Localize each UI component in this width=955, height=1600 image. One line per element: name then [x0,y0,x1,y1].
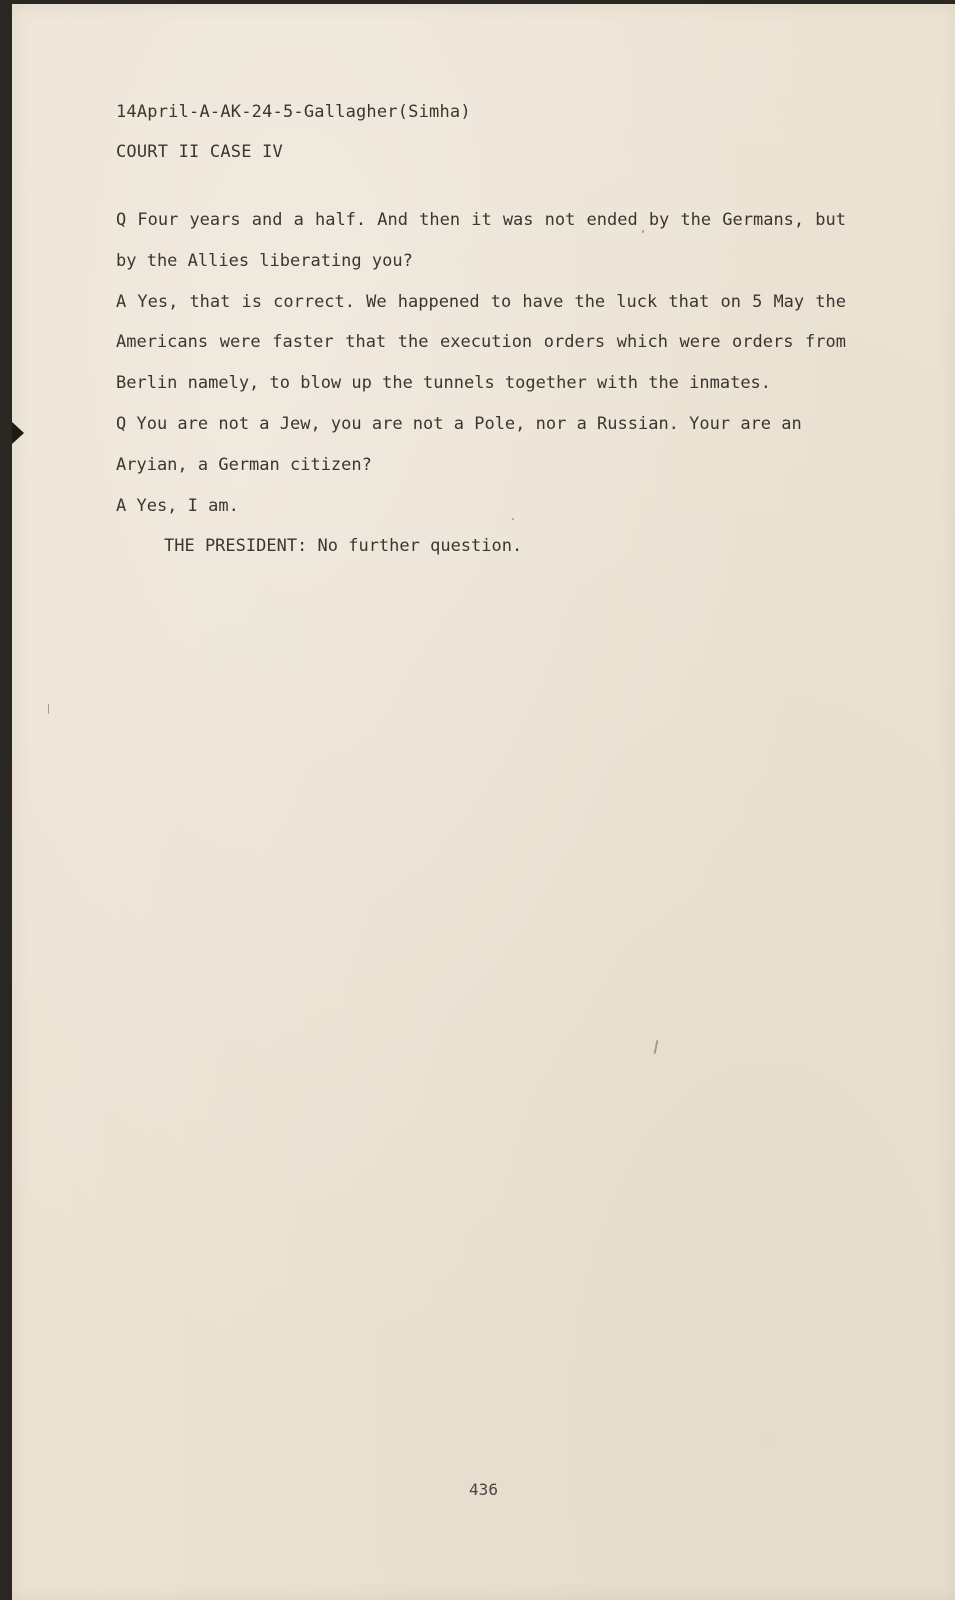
paper-speck [48,704,49,714]
document-reference-line: 14April-A-AK-24-5-Gallagher(Simha) [116,102,471,122]
testimony-body [116,200,846,567]
testimony-line: Q You are not a Jew, you are not a Pole, nor a Russian. Your are an [116,413,802,434]
page-number: 436 [469,1480,498,1499]
testimony-line: by the Allies liberating you? [116,250,413,271]
document-page [12,4,955,1600]
paper-speck [512,518,514,520]
court-case-heading: COURT II CASE IV [116,142,283,162]
paper-speck [642,230,644,233]
testimony-line: A Yes, I am. [116,495,239,516]
president-statement: THE PRESIDENT: No further question. [164,536,523,557]
paper-speck [654,1040,659,1054]
testimony-line: Berlin namely, to blow up the tunnels together with the inmates. [116,373,772,394]
testimony-line: Q Four years and a half. And then it was not ended by the Germans, but [116,210,846,230]
testimony-line: Aryian, a German citizen? [116,454,372,475]
testimony-line: A Yes, that is correct. We happened to have the luck that on 5 May the [116,291,846,312]
binding-marker [12,422,24,444]
testimony-line: Americans were faster that the execution orders which were orders from [116,332,846,353]
